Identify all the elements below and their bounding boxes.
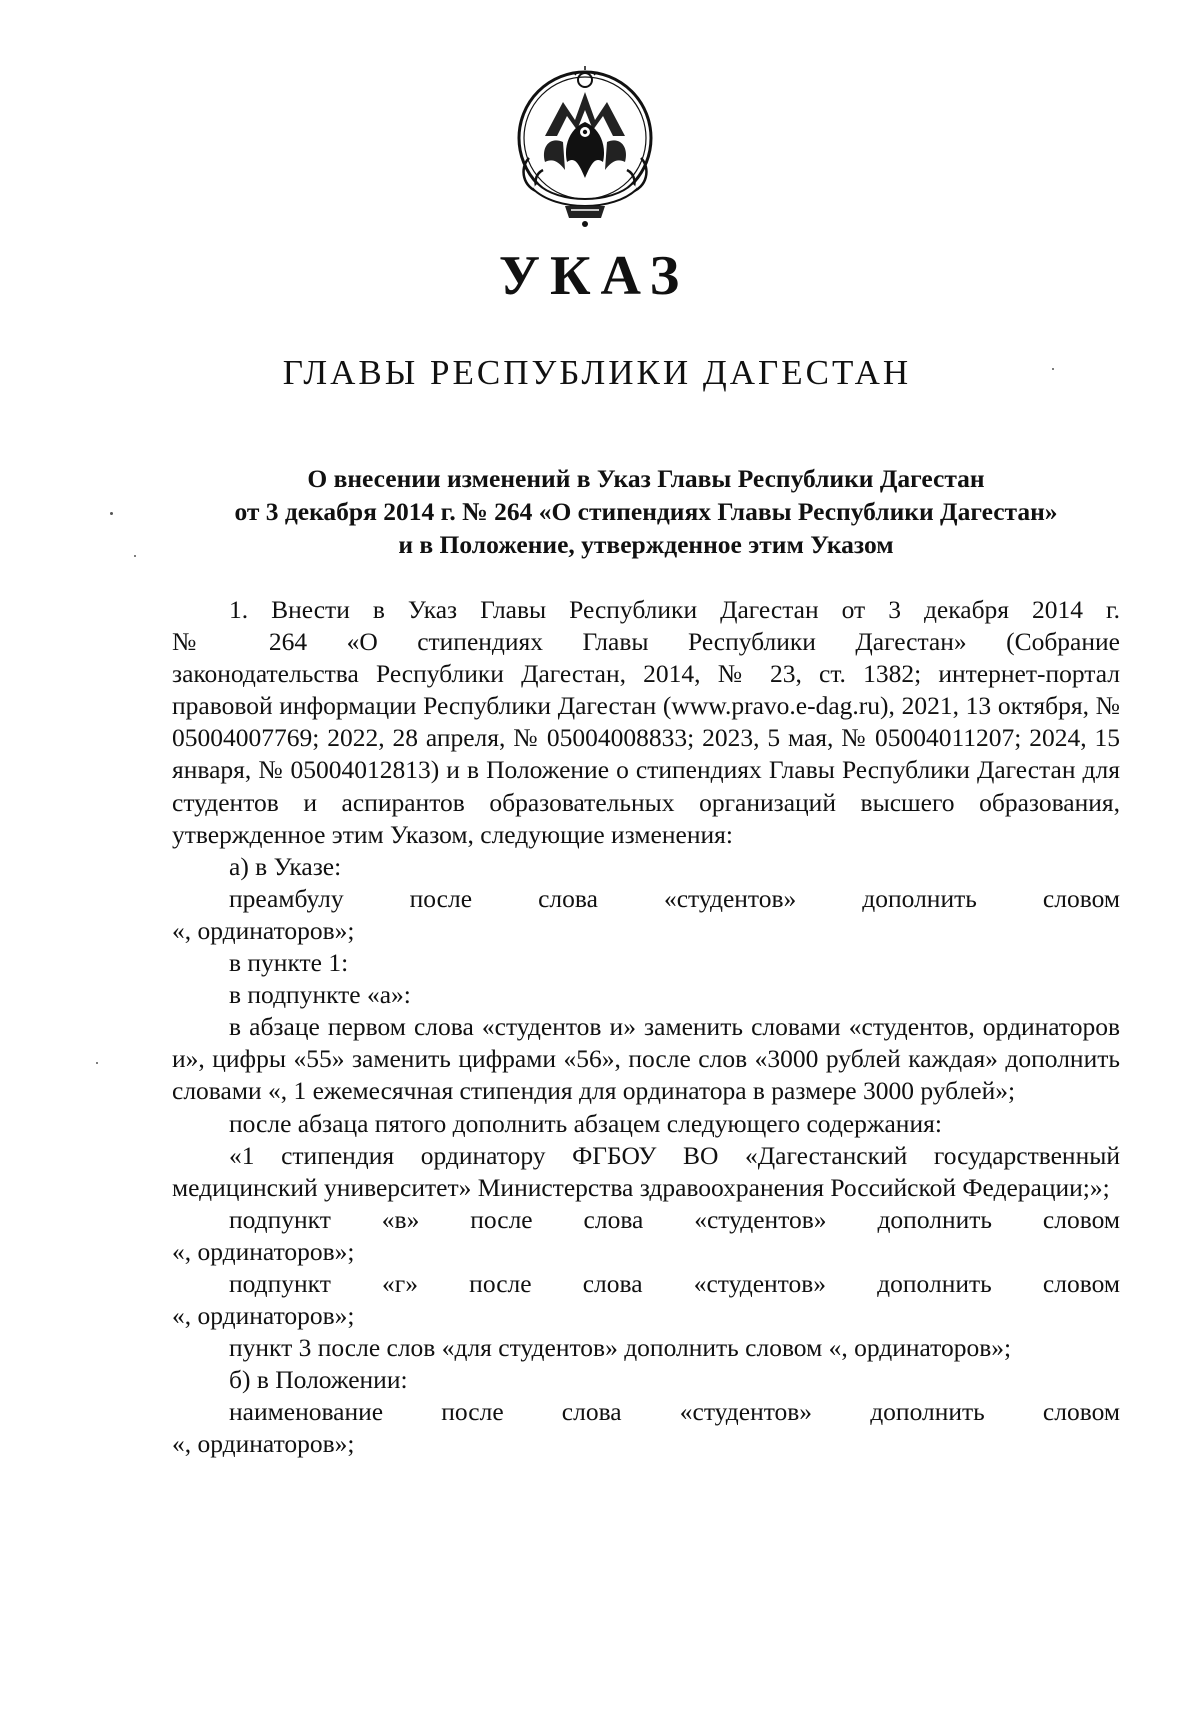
- scan-speck: [96, 1062, 98, 1064]
- document-title: УКАЗ: [498, 245, 690, 307]
- paragraph-subpoint-v-line-1: подпункт «в» после слова «студентов» дополнить словом: [229, 1204, 1120, 1234]
- paragraph-b-regulation: б) в Положении:: [229, 1365, 408, 1395]
- scan-speck: [1052, 368, 1054, 370]
- heading-line-2: от 3 декабря 2014 г. № 264 «О стипендиях Главы Республики Дагестан»: [234, 497, 1058, 526]
- paragraph-point-1: в пункте 1:: [229, 948, 349, 978]
- coat-of-arms-icon: [505, 58, 665, 230]
- scan-speck: [110, 512, 113, 515]
- paragraph-subpoint-v-line-2: «, ординаторов»;: [172, 1236, 355, 1266]
- paragraph-subpoint-g-line-2: «, ординаторов»;: [172, 1301, 355, 1331]
- scan-speck: [134, 555, 136, 557]
- paragraph-first-paragraph-change: в абзаце первом слова «студентов и» заменить словами «студентов, ординаторов и», цифры «55» заменить цифрами «56», после слов «3000 рублей каждая» дополнить словами «, 1 ежемесячная стипендия для ординатора в размере 3000 рублей»;: [172, 1012, 1120, 1106]
- paragraph-quote: «1 стипендия ординатору ФГБОУ ВО «Дагестанский государственный медицинский университет» Министерства здравоохранения Российской Федерации;»;: [172, 1140, 1120, 1202]
- document-issuer: ГЛАВЫ РЕСПУБЛИКИ ДАГЕСТАН: [282, 353, 912, 392]
- paragraph-a-decree: а) в Указе:: [229, 851, 342, 881]
- paragraph-after-fifth: после абзаца пятого дополнить абзацем следующего содержания:: [229, 1108, 942, 1138]
- paragraph-preamble-line-1: преамбулу после слова «студентов» дополнить словом: [229, 883, 1120, 913]
- document-heading: [172, 462, 1120, 561]
- paragraph-preamble-line-2: «, ординаторов»;: [172, 915, 355, 945]
- paragraph-1-line-1: 1. Внести в Указ Главы Республики Дагестан от 3 декабря 2014 г.: [229, 595, 1120, 624]
- paragraph-name-line-1: наименование после слова «студентов» дополнить словом: [229, 1397, 1120, 1427]
- paragraph-point-3: пункт 3 после слов «для студентов» дополнить словом «, ординаторов»;: [229, 1333, 1012, 1363]
- document-body: [172, 594, 1120, 1461]
- paragraph-name-line-2: «, ординаторов»;: [172, 1429, 355, 1459]
- paragraph-subpoint-g-line-1: подпункт «г» после слова «студентов» дополнить словом: [229, 1268, 1120, 1298]
- paragraph-1-rest: законодательства Республики Дагестан, 2014, № 23, ст. 1382; интернет-портал правовой информации Республики Дагестан (www.pravo.e-dag.ru), 2021, 13 октября, № 05004007769; 2022, 28 апреля, № 05004008833; 2023, 5 мая, № 05004011207; 2024, 15 января, № 05004012813) и в Положение о стипендиях Главы Республики Дагестан для студентов и аспирантов образовательных организаций высшего образования, утвержденное этим Указом, следующие изменения:: [172, 659, 1120, 849]
- paragraph-1-line-2: № 264 «О стипендиях Главы Республики Дагестан» (Собрание: [172, 627, 1120, 657]
- heading-line-1: О внесении изменений в Указ Главы Республики Дагестан: [307, 464, 985, 493]
- paragraph-subpoint-a: в подпункте «а»:: [229, 980, 411, 1010]
- heading-line-3: и в Положение, утвержденное этим Указом: [398, 530, 894, 559]
